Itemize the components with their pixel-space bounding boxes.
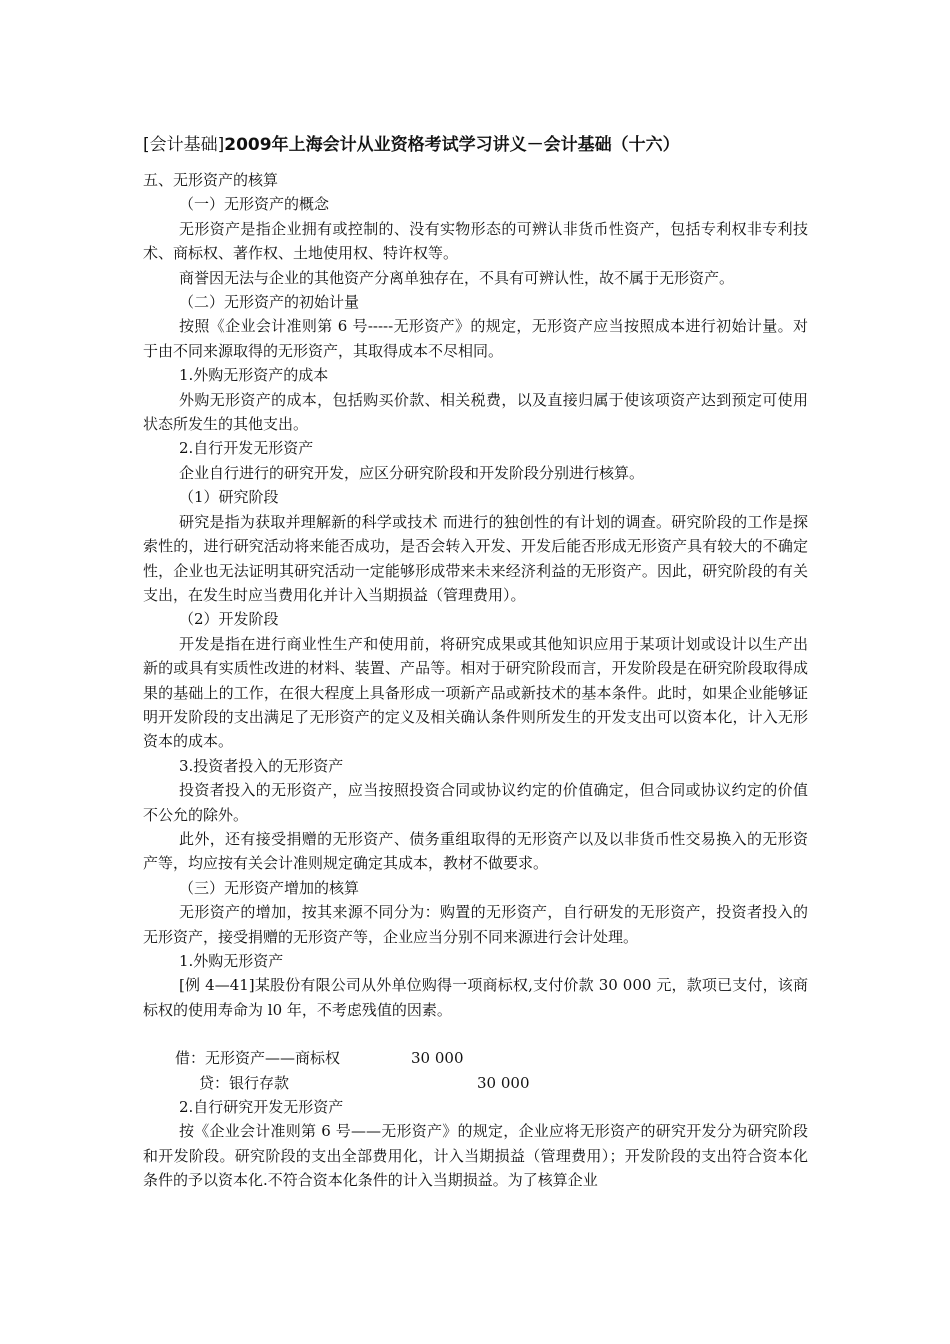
section-heading: 五、无形资产的核算 xyxy=(143,171,279,189)
debit-label: 借：无形资产——商标权 xyxy=(175,1049,341,1068)
item-heading: 2.自行开发无形资产 xyxy=(179,439,314,458)
paragraph: 无形资产是指企业拥有或控制的、没有实物形态的可辨认非货币性资产，包括专利权非专利技术、商标权、著作权、土地使用权、特许权等。 xyxy=(143,219,808,263)
paragraph: 外购无形资产的成本，包括购买价款、相关税费，以及直接归属于使该项资产达到预定可使用状态所发生的其他支出。 xyxy=(143,390,808,434)
example-paragraph: [例 4—41]某股份有限公司从外单位购得一项商标权,支付价款 30 000 元，款项已支付，该商标权的使用寿命为 l0 年，不考虑残值的因素。 xyxy=(143,976,808,1019)
credit-label: 贷：银行存款 xyxy=(199,1073,290,1092)
paragraph: 按《企业会计准则第 6 号——无形资产》的规定，企业应将无形资产的研究开发分为研究阶段和开发阶段。研究阶段的支出全部费用化，计入当期损益（管理费用）；开发阶段的支出符合资本化条件的予以资本化.不符合资本化条件的计入当期损益。为了核算企业 xyxy=(143,1122,808,1190)
paragraph: 研究是指为获取并理解新的科学或技术 而进行的独创性的有计划的调查。研究阶段的工作是探索性的，进行研究活动将来能否成功，是否会转入开发、开发后能否形成无形资产具有较大的不确定性，企业也无法证明其研究活动一定能够形成带来未来经济利益的无形资产。因此，研究阶段的有关支出，在发生时应当费用化并计入当期损益（管理费用）。 xyxy=(143,512,808,604)
subsection-heading: （一）无形资产的概念 xyxy=(179,195,330,214)
item-heading: 3.投资者投入的无形资产 xyxy=(179,756,344,775)
credit-amount: 30 000 xyxy=(477,1073,530,1092)
paragraph: 投资者投入的无形资产，应当按照投资合同或协议约定的价值确定，但合同或协议约定的价值不公允的除外。 xyxy=(143,781,808,824)
document-title xyxy=(143,130,808,160)
title-category-tag: [会计基础] xyxy=(143,135,225,155)
subsection-heading: （二）无形资产的初始计量 xyxy=(179,293,360,312)
debit-amount: 30 000 xyxy=(411,1049,464,1068)
paragraph: 无形资产的增加，按其来源不同分为：购置的无形资产，自行研发的无形资产，投资者投入的无形资产，接受捐赠的无形资产等，企业应当分别不同来源进行会计处理。 xyxy=(143,903,808,946)
item-heading: 1.外购无形资产的成本 xyxy=(179,366,329,385)
paragraph: 开发是指在进行商业性生产和使用前，将研究成果或其他知识应用于某项计划或设计以生产出新的或具有实质性改进的材料、装置、产品等。相对于研究阶段而言，开发阶段是在研究阶段取得成果的基础上的工作，在很大程度上具备形成一项新产品或新技术的基本条件。此时，如果企业能够证明开发阶段的支出满足了无形资产的定义及相关确认条件则所发生的开发支出可以资本化，计入无形资本的成本。 xyxy=(143,634,808,751)
subsection-heading: （三）无形资产增加的核算 xyxy=(179,878,360,897)
item-heading: 2.自行研究开发无形资产 xyxy=(179,1098,344,1116)
paragraph: 商誉因无法与企业的其他资产分离单独存在，不具有可辨认性，故不属于无形资产。 xyxy=(179,268,735,287)
document-page xyxy=(143,130,808,1193)
journal-entry-debit xyxy=(143,1046,808,1070)
paragraph: 按照《企业会计准则第 6 号-----无形资产》的规定，无形资产应当按照成本进行初始计量。对于由不同来源取得的无形资产，其取得成本不尽相同。 xyxy=(143,317,808,360)
item-subheading: （1）研究阶段 xyxy=(179,488,279,507)
title-main: 2009年上海会计从业资格考试学习讲义－会计基础（十六） xyxy=(224,135,680,155)
blank-line xyxy=(143,1022,808,1046)
item-subheading: （2）开发阶段 xyxy=(179,610,279,629)
item-heading: 1.外购无形资产 xyxy=(179,952,284,970)
journal-entry-credit xyxy=(143,1071,808,1095)
paragraph: 此外，还有接受捐赠的无形资产、债务重组取得的无形资产以及以非货币性交易换入的无形资产等，均应按有关会计准则规定确定其成本，教材不做要求。 xyxy=(143,829,808,873)
paragraph: 企业自行进行的研究开发，应区分研究阶段和开发阶段分别进行核算。 xyxy=(179,463,645,482)
